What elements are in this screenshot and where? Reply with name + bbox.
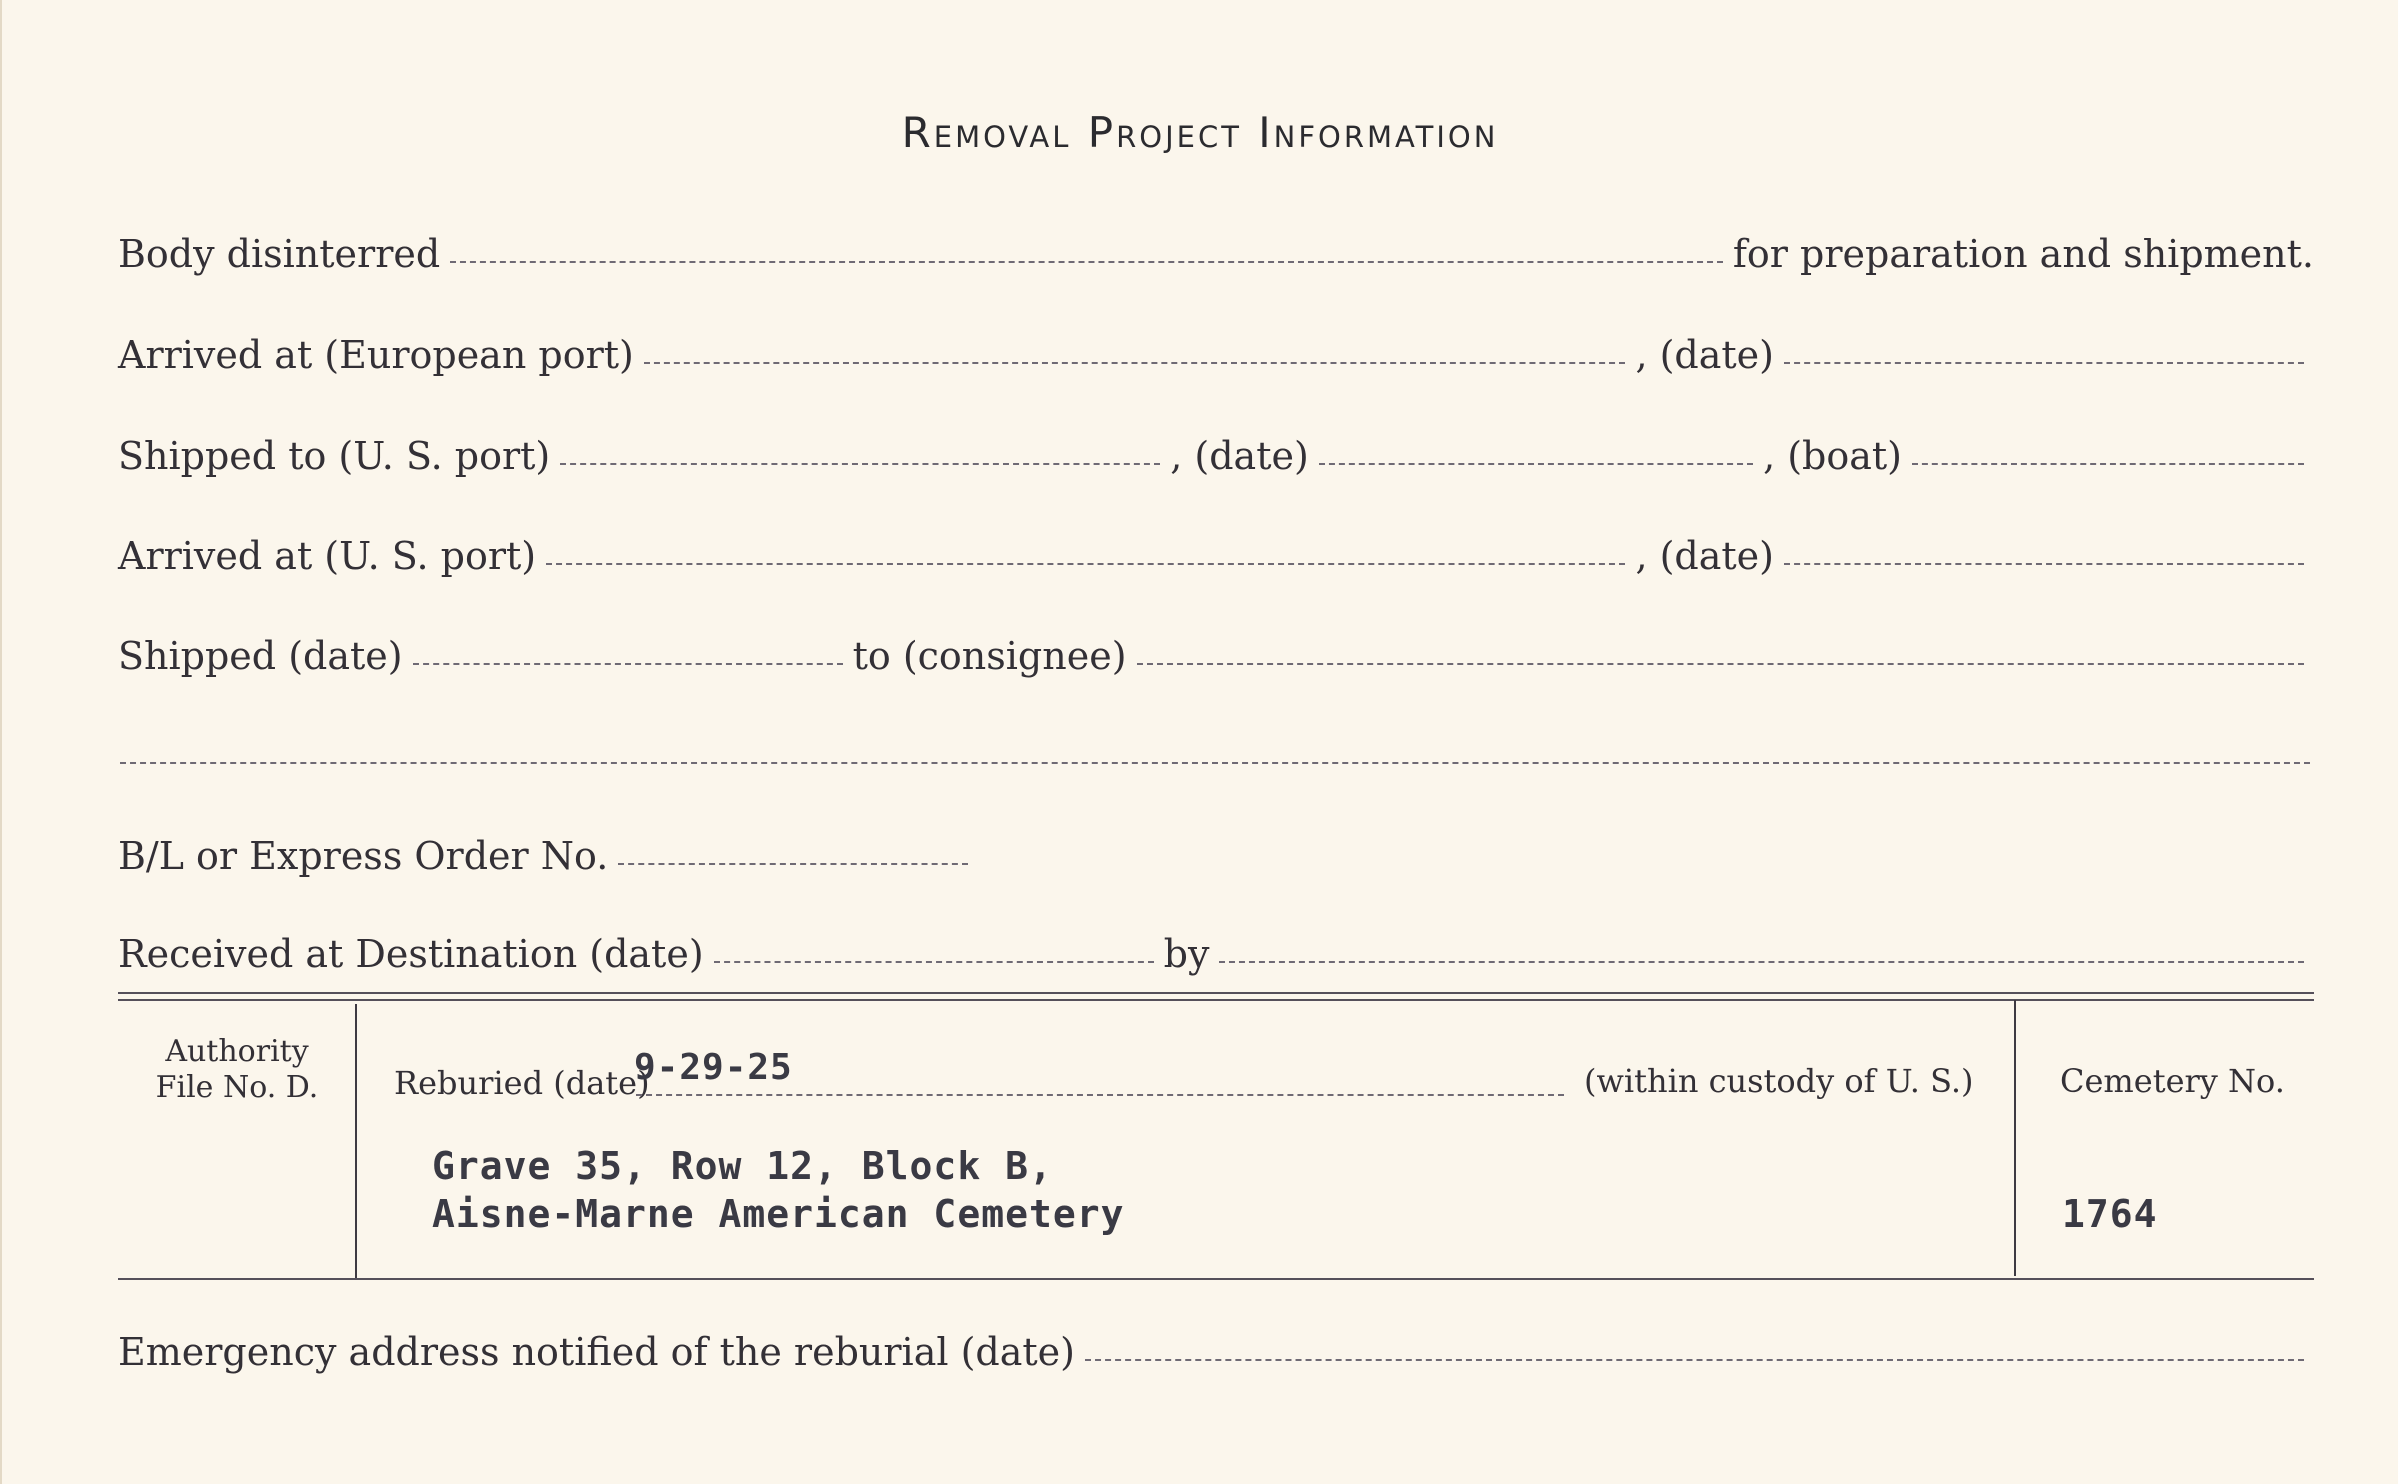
box-top-rule-2 (118, 999, 2314, 1001)
card-title: Removal Project Information (901, 108, 1499, 157)
consignee-continuation-field[interactable] (120, 762, 2310, 764)
received-date-field[interactable] (714, 961, 1154, 963)
grave-location-line-1: Grave 35, Row 12, Block B, (432, 1144, 1053, 1188)
row-body-disinterred (118, 232, 2314, 276)
arrived-us-label: Arrived at (U. S. port) (118, 534, 537, 578)
shipped-us-boat-label: , (boat) (1763, 434, 1902, 478)
bl-order-label: B/L or Express Order No. (118, 834, 609, 878)
emergency-label: Emergency address notified of the reburial (date) (118, 1330, 1075, 1374)
shipped-us-label: Shipped to (U. S. port) (118, 434, 551, 478)
received-by-label: by (1163, 932, 1210, 976)
box-top-rule-1 (118, 992, 2314, 994)
shipped-us-port-field[interactable] (560, 463, 1160, 465)
row-arrived-european (118, 333, 2314, 377)
authority-line-1: Authority (165, 1034, 309, 1069)
row-arrived-us (118, 534, 2314, 578)
bl-order-field[interactable] (618, 863, 968, 865)
row-shipped-us (118, 434, 2314, 478)
box-divider-left (355, 1004, 357, 1278)
received-label: Received at Destination (date) (118, 932, 704, 976)
row-emergency (118, 1330, 2314, 1374)
reburied-label: Reburied (date) (394, 1064, 650, 1102)
custody-label: (within custody of U. S.) (1584, 1062, 1974, 1100)
shipped-date-label: Shipped (date) (118, 634, 403, 678)
arrived-us-date-label: , (date) (1635, 534, 1774, 578)
body-disinterred-field[interactable] (450, 261, 1723, 263)
authority-label (152, 1034, 322, 1106)
arrived-european-port-field[interactable] (644, 362, 1626, 364)
received-by-field[interactable] (1219, 961, 2304, 963)
shipped-date-field[interactable] (413, 663, 843, 665)
box-divider-right (2014, 1000, 2016, 1276)
shipped-us-date-label: , (date) (1170, 434, 1309, 478)
cemetery-no-value: 1764 (2062, 1192, 2158, 1236)
box-bottom-rule (118, 1278, 2314, 1280)
shipped-us-boat-field[interactable] (1912, 463, 2304, 465)
consignee-label: to (consignee) (852, 634, 1127, 678)
reburied-date-value: 9-29-25 (634, 1047, 793, 1088)
arrived-european-label: Arrived at (European port) (118, 333, 634, 377)
arrived-european-date-field[interactable] (1784, 362, 2304, 364)
emergency-date-field[interactable] (1085, 1359, 2304, 1361)
grave-location-line-2: Aisne-Marne American Cemetery (432, 1192, 1125, 1236)
arrived-european-date-label: , (date) (1635, 333, 1774, 377)
arrived-us-port-field[interactable] (546, 563, 1625, 565)
row-shipped-date (118, 634, 2314, 678)
reburied-date-field[interactable] (636, 1094, 1564, 1096)
row-bl-order (118, 834, 978, 878)
consignee-field[interactable] (1137, 663, 2304, 665)
body-disinterred-label: Body disinterred (118, 232, 441, 276)
arrived-us-date-field[interactable] (1784, 563, 2304, 565)
authority-line-2: File No. D. (155, 1070, 319, 1105)
body-disinterred-suffix: for preparation and shipment. (1732, 232, 2314, 276)
row-received (118, 932, 2314, 976)
shipped-us-date-field[interactable] (1319, 463, 1753, 465)
cemetery-no-label: Cemetery No. (2060, 1062, 2285, 1100)
